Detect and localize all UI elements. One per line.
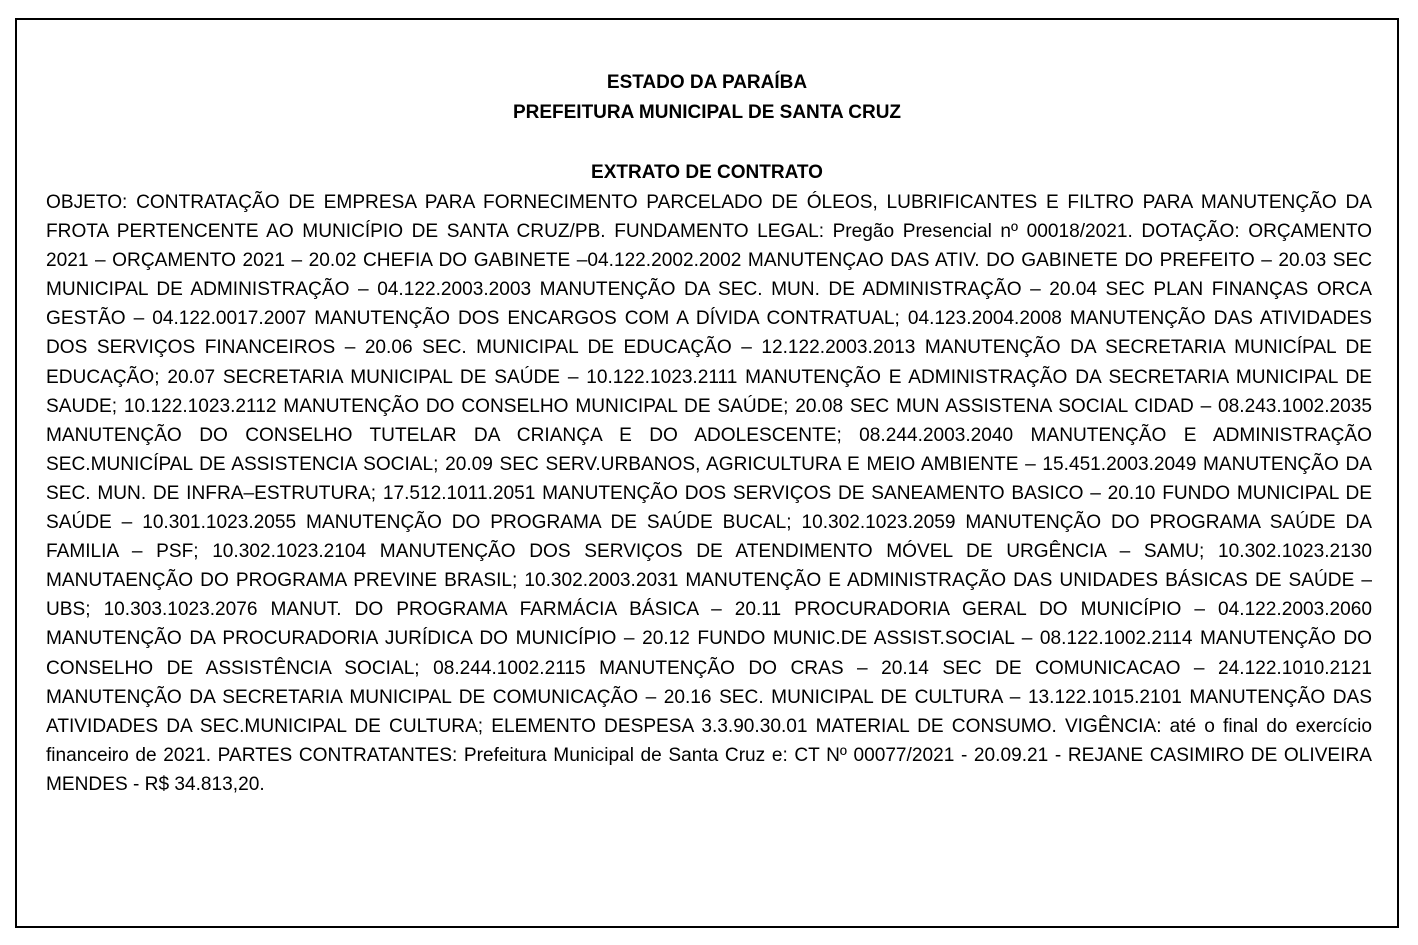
document-title: EXTRATO DE CONTRATO (591, 162, 823, 183)
document-frame (15, 18, 1399, 928)
state-heading: ESTADO DA PARAÍBA (606, 72, 808, 93)
city-hall-heading: PREFEITURA MUNICIPAL DE SANTA CRUZ (512, 102, 902, 123)
contract-extract-body: OBJETO: CONTRATAÇÃO DE EMPRESA PARA FORNECIMENTO PARCELADO DE ÓLEOS, LUBRIFICANTES E FILTRO PARA MANUTENÇÃO DA FROTA PERTENCENTE AO MUNICÍPIO DE SANTA CRUZ/PB. FUNDAMENTO LEGAL: Pregão Presencial nº 00018/2021. DOTAÇÃO: ORÇAMENTO 2021 – ORÇAMENTO 2021 – 20.02 CHEFIA DO GABINETE –04.122.2002.2002 MANUTENÇAO DAS ATIV. DO GABINETE DO PREFEITO – 20.03 SEC MUNICIPAL DE ADMINISTRAÇÃO – 04.122.2003.2003 MANUTENÇÃO DA SEC. MUN. DE ADMINISTRAÇÃO – 20.04 SEC PLAN FINANÇAS ORCA GESTÃO – 04.122.0017.2007 MANUTENÇÃO DOS ENCARGOS COM A DÍVIDA CONTRATUAL; 04.123.2004.2008 MANUTENÇÃO DAS ATIVIDADES DOS SERVIÇOS FINANCEIROS – 20.06 SEC. MUNICIPAL DE EDUCAÇÃO – 12.122.2003.2013 MANUTENÇÃO DA SECRETARIA MUNICÍPAL DE EDUCAÇÃO; 20.07 SECRETARIA MUNICIPAL DE SAÚDE – 10.122.1023.2111 MANUTENÇÃO E ADMINISTRAÇÃO DA SECRETARIA MUNICIPAL DE SAUDE; 10.122.1023.2112 MANUTENÇÃO DO CONSELHO MUNICIPAL DE SAÚDE; 20.08 SEC MUN ASSISTENA SOCIAL CIDAD – 08.243.1002.2035 MANUTENÇÃO DO CONSELHO TUTELAR DA CRIANÇA E DO ADOLESCENTE; 08.244.2003.2040 MANUTENÇÃO E ADMINISTRAÇÃO SEC.MUNICÍPAL DE ASSISTENCIA SOCIAL; 20.09 SEC SERV.URBANOS, AGRICULTURA E MEIO AMBIENTE – 15.451.2003.2049 MANUTENÇÃO DA SEC. MUN. DE INFRA–ESTRUTURA; 17.512.1011.2051 MANUTENÇÃO DOS SERVIÇOS DE SANEAMENTO BASICO – 20.10 FUNDO MUNICIPAL DE SAÚDE – 10.301.1023.2055 MANUTENÇÃO DO PROGRAMA DE SAÚDE BUCAL; 10.302.1023.2059 MANUTENÇÃO DO PROGRAMA SAÚDE DA FAMILIA – PSF; 10.302.1023.2104 MANUTENÇÃO DOS SERVIÇOS DE ATENDIMENTO MÓVEL DE URGÊNCIA – SAMU; 10.302.1023.2130 MANUTAENÇÃO DO PROGRAMA PREVINE BRASIL; 10.302.2003.2031 MANUTENÇÃO E ADMINISTRAÇÃO DAS UNIDADES BÁSICAS DE SAÚDE – UBS; 10.303.1023.2076 MANUT. DO PROGRAMA FARMÁCIA BÁSICA – 20.11 PROCURADORIA GERAL DO MUNICÍPIO – 04.122.2003.2060 MANUTENÇÃO DA PROCURADORIA JURÍDICA DO MUNICÍPIO – 20.12 FUNDO MUNIC.DE ASSIST.SOCIAL – 08.122.1002.2114 MANUTENÇÃO DO CONSELHO DE ASSISTÊNCIA SOCIAL; 08.244.1002.2115 MANUTENÇÃO DO CRAS – 20.14 SEC DE COMUNICACAO – 24.122.1010.2121 MANUTENÇÃO DA SECRETARIA MUNICIPAL DE COMUNICAÇÃO – 20.16 SEC. MUNICIPAL DE CULTURA – 13.122.1015.2101 MANUTENÇÃO DAS ATIVIDADES DA SEC.MUNICIPAL DE CULTURA; ELEMENTO DESPESA 3.3.90.30.01 MATERIAL DE CONSUMO. VIGÊNCIA: até o final do exercício financeiro de 2021. PARTES CONTRATANTES: Prefeitura Municipal de Santa Cruz e: CT Nº 00077/2021 - 20.09.21 - REJANE CASIMIRO DE OLIVEIRA MENDES - R$ 34.813,20. (46, 192, 1372, 795)
